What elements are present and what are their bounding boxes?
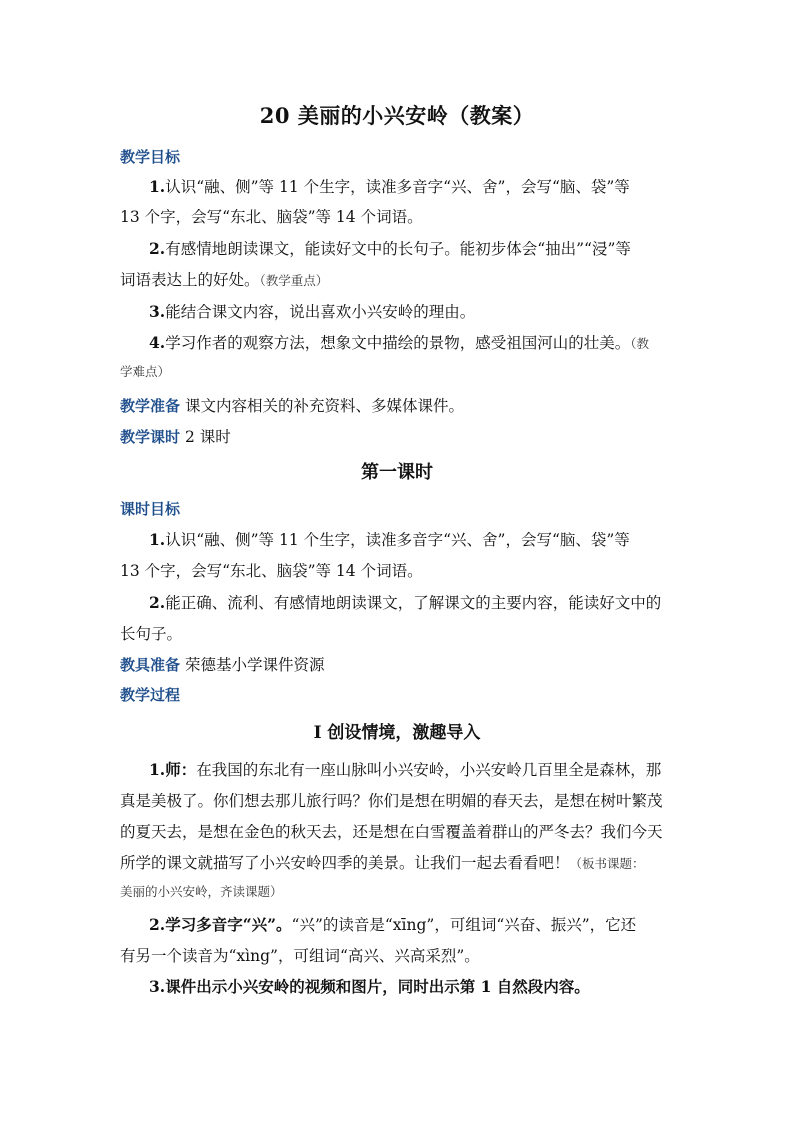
p1-note: 美丽的小兴安岭，齐读课题） <box>120 884 283 899</box>
tools-heading: 教具准备 <box>120 656 181 674</box>
goal-1-line-2: 13 个字，会写“东北、脑袋”等 14 个词语。 <box>120 208 423 226</box>
p1-line-4: 所学的课文就描写了小兴安岭四季的美景。让我们一起去看看吧！（板书课题： <box>120 854 645 872</box>
goal-4-line-1: 4.学习作者的观察方法，想象文中描绘的景物，感受祖国河山的壮美。（教 <box>149 333 649 352</box>
lesson-goals-heading: 课时目标 <box>120 500 181 518</box>
tools-row: 教具准备 荣德基小学课件资源 <box>120 656 325 674</box>
section-1-title: Ⅰ 创设情境，激趣导入 <box>313 723 481 743</box>
prep-heading: 教学准备 <box>120 397 181 415</box>
hours-row: 教学课时 2 课时 <box>120 428 231 446</box>
goal-3: 3.能结合课文内容，说出喜欢小兴安岭的理由。 <box>149 302 476 321</box>
prep-row: 教学准备 课文内容相关的补充资料、多媒体课件。 <box>120 397 464 415</box>
lesson-goal-2-line-1: 2.能正确、流利、有感情地朗读课文，了解课文的主要内容，能读好文中的 <box>149 593 662 612</box>
page-title: 20 美丽的小兴安岭（教案） <box>259 103 535 128</box>
p2-line-2: 有另一个读音为“xìng”，可组词“高兴、兴高采烈”。 <box>120 947 480 965</box>
goal-2-line-1: 2.有感情地朗读课文，能读好文中的长句子。能初步体会“抽出”“浸”等 <box>149 239 631 258</box>
difficult-point-note: 学难点） <box>120 364 171 379</box>
key-point-note: （教学重点） <box>259 273 329 288</box>
goal-1-line-1: 1.认识“融、侧”等 11 个生字，读准多音字“兴、舍”，会写“脑、袋”等 <box>149 177 630 196</box>
goals-heading: 教学目标 <box>120 148 181 166</box>
lesson-goal-1-line-2: 13 个字，会写“东北、脑袋”等 14 个词语。 <box>120 562 423 580</box>
p1-line-2: 真是美极了。你们想去那儿旅行吗？你们是想在明媚的春天去，是想在树叶繁茂 <box>120 792 663 810</box>
lesson-goal-2-line-2: 长句子。 <box>120 625 183 643</box>
lesson-1-title: 第一课时 <box>361 462 433 483</box>
p3-line-1: 3.课件出示小兴安岭的视频和图片，同时出示第 1 自然段内容。 <box>149 977 590 996</box>
process-heading: 教学过程 <box>120 686 181 704</box>
p1-line-1: 1.师：在我国的东北有一座山脉叫小兴安岭，小兴安岭几百里全是森林，那 <box>149 760 662 779</box>
goal-2-line-2: 词语表达上的好处。（教学重点） <box>120 271 329 289</box>
lesson-goal-1-line-1: 1.认识“融、侧”等 11 个生字，读准多音字“兴、舍”，会写“脑、袋”等 <box>149 530 630 549</box>
p2-line-1: 2.学习多音字“兴”。“兴”的读音是“xīng”，可组词“兴奋、振兴”，它还 <box>149 915 637 934</box>
hours-heading: 教学课时 <box>120 428 181 446</box>
p1-line-3: 的夏天去，是想在金色的秋天去，还是想在白雪覆盖着群山的严冬去？我们今天 <box>120 823 663 841</box>
